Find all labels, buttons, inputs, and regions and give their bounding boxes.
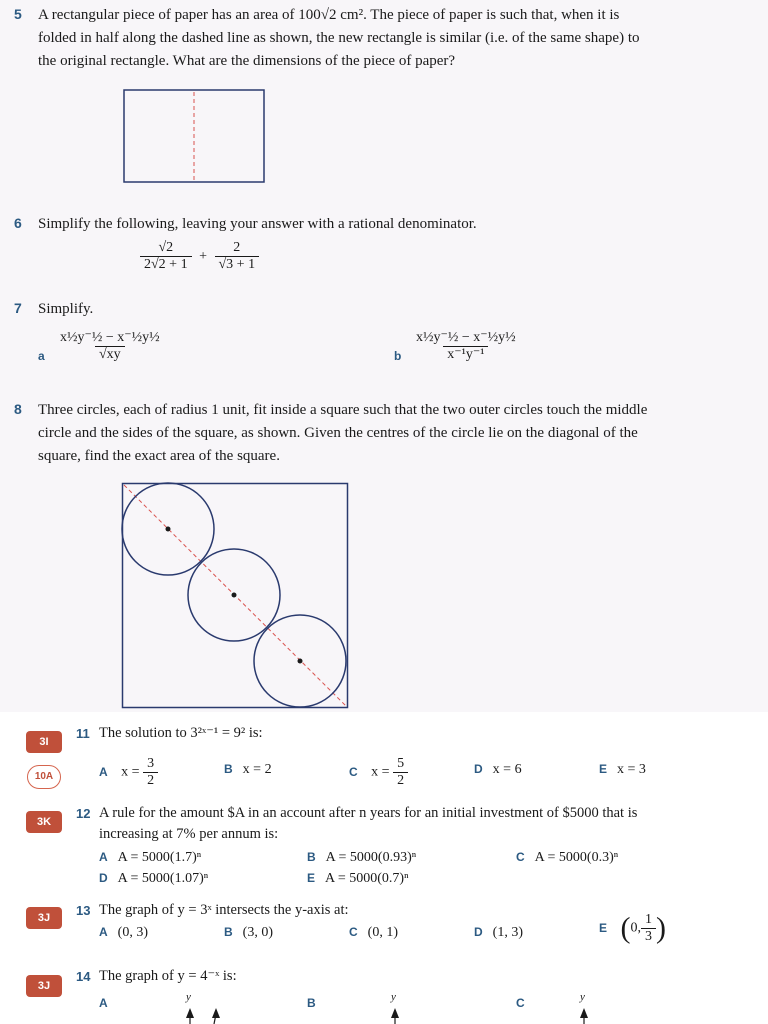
fraction: $\frac{5}{2}$ xyxy=(393,756,408,789)
graph-b-axes xyxy=(385,1002,405,1024)
graph-a-axes xyxy=(180,1002,240,1024)
question-text-line: increasing at 7% per annum is: xyxy=(99,826,279,842)
topic-tag: 3I xyxy=(26,731,62,753)
option-e[interactable]: E A = 5000(0.7)ⁿ xyxy=(307,871,409,886)
option-c[interactable]: C x = $\frac{5}{2}$ xyxy=(349,756,408,789)
question-number: 14 xyxy=(76,969,91,984)
question-number: 6 xyxy=(14,215,22,231)
option-e[interactable]: E (0, $\frac{1}{3}$ ) xyxy=(599,911,667,945)
option-c[interactable]: C A = 5000(0.3)ⁿ xyxy=(516,850,619,865)
question-text-line: A rectangular piece of paper has an area of 100√2 cm². The piece of paper is such that, when it is xyxy=(38,7,620,23)
axis-label-y: y xyxy=(580,991,585,1003)
option-b[interactable]: B x = 2 xyxy=(224,762,272,777)
option-d[interactable]: D (1, 3) xyxy=(474,925,523,940)
fraction: $\frac{2}{√3 + 1}$ xyxy=(215,240,260,273)
option-a[interactable]: A A = 5000(1.7)ⁿ xyxy=(99,850,202,865)
question-number: 7 xyxy=(14,300,22,316)
question-text-line: The solution to 3²ˣ⁻¹ = 9² is: xyxy=(99,725,263,741)
topic-tag: 3J xyxy=(26,907,62,929)
question-number: 12 xyxy=(76,806,91,821)
question-text-line: the original rectangle. What are the dimensions of the piece of paper? xyxy=(38,53,456,69)
question-text-line: Simplify the following, leaving your answer with a rational denominator. xyxy=(38,216,477,232)
topic-tag: 3K xyxy=(26,811,62,833)
option-d[interactable]: D A = 5000(1.07)ⁿ xyxy=(99,871,209,886)
question-number: 11 xyxy=(76,726,90,741)
option-a[interactable]: A (0, 3) xyxy=(99,925,148,940)
topic-tag: 3J xyxy=(26,975,62,997)
topic-tag-outline: 10A xyxy=(27,765,61,789)
fraction: $\frac{\text{x½y⁻½ − x⁻½y½}}{\text{x⁻¹y⁻¹}}$ xyxy=(416,330,516,362)
option-b[interactable]: B xyxy=(307,996,316,1010)
part-label-b: b xyxy=(394,349,402,363)
option-d[interactable]: D x = 6 xyxy=(474,762,522,777)
question-text-line: circle and the sides of the square, as shown. Given the centres of the circle lie on the diagonal of the xyxy=(38,425,638,441)
question-number: 8 xyxy=(14,401,22,417)
option-e[interactable]: E x = 3 xyxy=(599,762,646,777)
graph-c-axes xyxy=(574,1002,594,1024)
question-text-line: A rule for the amount $A in an account after n years for an initial investment of $5000 that is xyxy=(99,805,638,821)
axis-label-y: y xyxy=(186,991,191,1003)
option-a[interactable]: A xyxy=(99,996,108,1010)
option-c[interactable]: C xyxy=(516,996,525,1010)
part-label-a: a xyxy=(38,349,45,363)
fraction: $\frac{\text{x½y⁻½ − x⁻½y½}}{√xy}$ xyxy=(60,330,160,362)
circles-in-square-diagram xyxy=(121,482,351,710)
question-text-line: square, find the exact area of the square. xyxy=(38,448,280,464)
expression-q7b xyxy=(412,330,520,363)
question-number: 13 xyxy=(76,903,91,918)
option-b[interactable]: B (3, 0) xyxy=(224,925,273,940)
axis-label-y: y xyxy=(391,991,396,1003)
paper-rectangle-diagram xyxy=(122,88,266,184)
expression-q6: $\frac{√2}{2√2 + 1}$ + $\frac{2}{√3 + 1}$ xyxy=(140,240,259,273)
expression-q7a xyxy=(56,330,164,363)
option-b[interactable]: B A = 5000(0.93)ⁿ xyxy=(307,850,417,865)
fraction: $\frac{√2}{2√2 + 1}$ xyxy=(140,240,192,273)
option-a[interactable]: A x = $\frac{3}{2}$ xyxy=(99,756,158,789)
fraction: $\frac{3}{2}$ xyxy=(143,756,158,789)
question-text-line: The graph of y = 3ˣ intersects the y-axis at: xyxy=(99,902,349,918)
fraction: $\frac{1}{3}$ xyxy=(641,912,656,945)
question-text-line: Three circles, each of radius 1 unit, fit inside a square such that the two outer circles touch the middle xyxy=(38,402,648,418)
question-text-line: The graph of y = 4⁻ˣ is: xyxy=(99,968,237,984)
option-c[interactable]: C (0, 1) xyxy=(349,925,398,940)
question-text-line: folded in half along the dashed line as shown, the new rectangle is similar (i.e. of the same shape) to xyxy=(38,30,640,46)
question-text-line: Simplify. xyxy=(38,301,94,317)
question-number: 5 xyxy=(14,6,22,22)
